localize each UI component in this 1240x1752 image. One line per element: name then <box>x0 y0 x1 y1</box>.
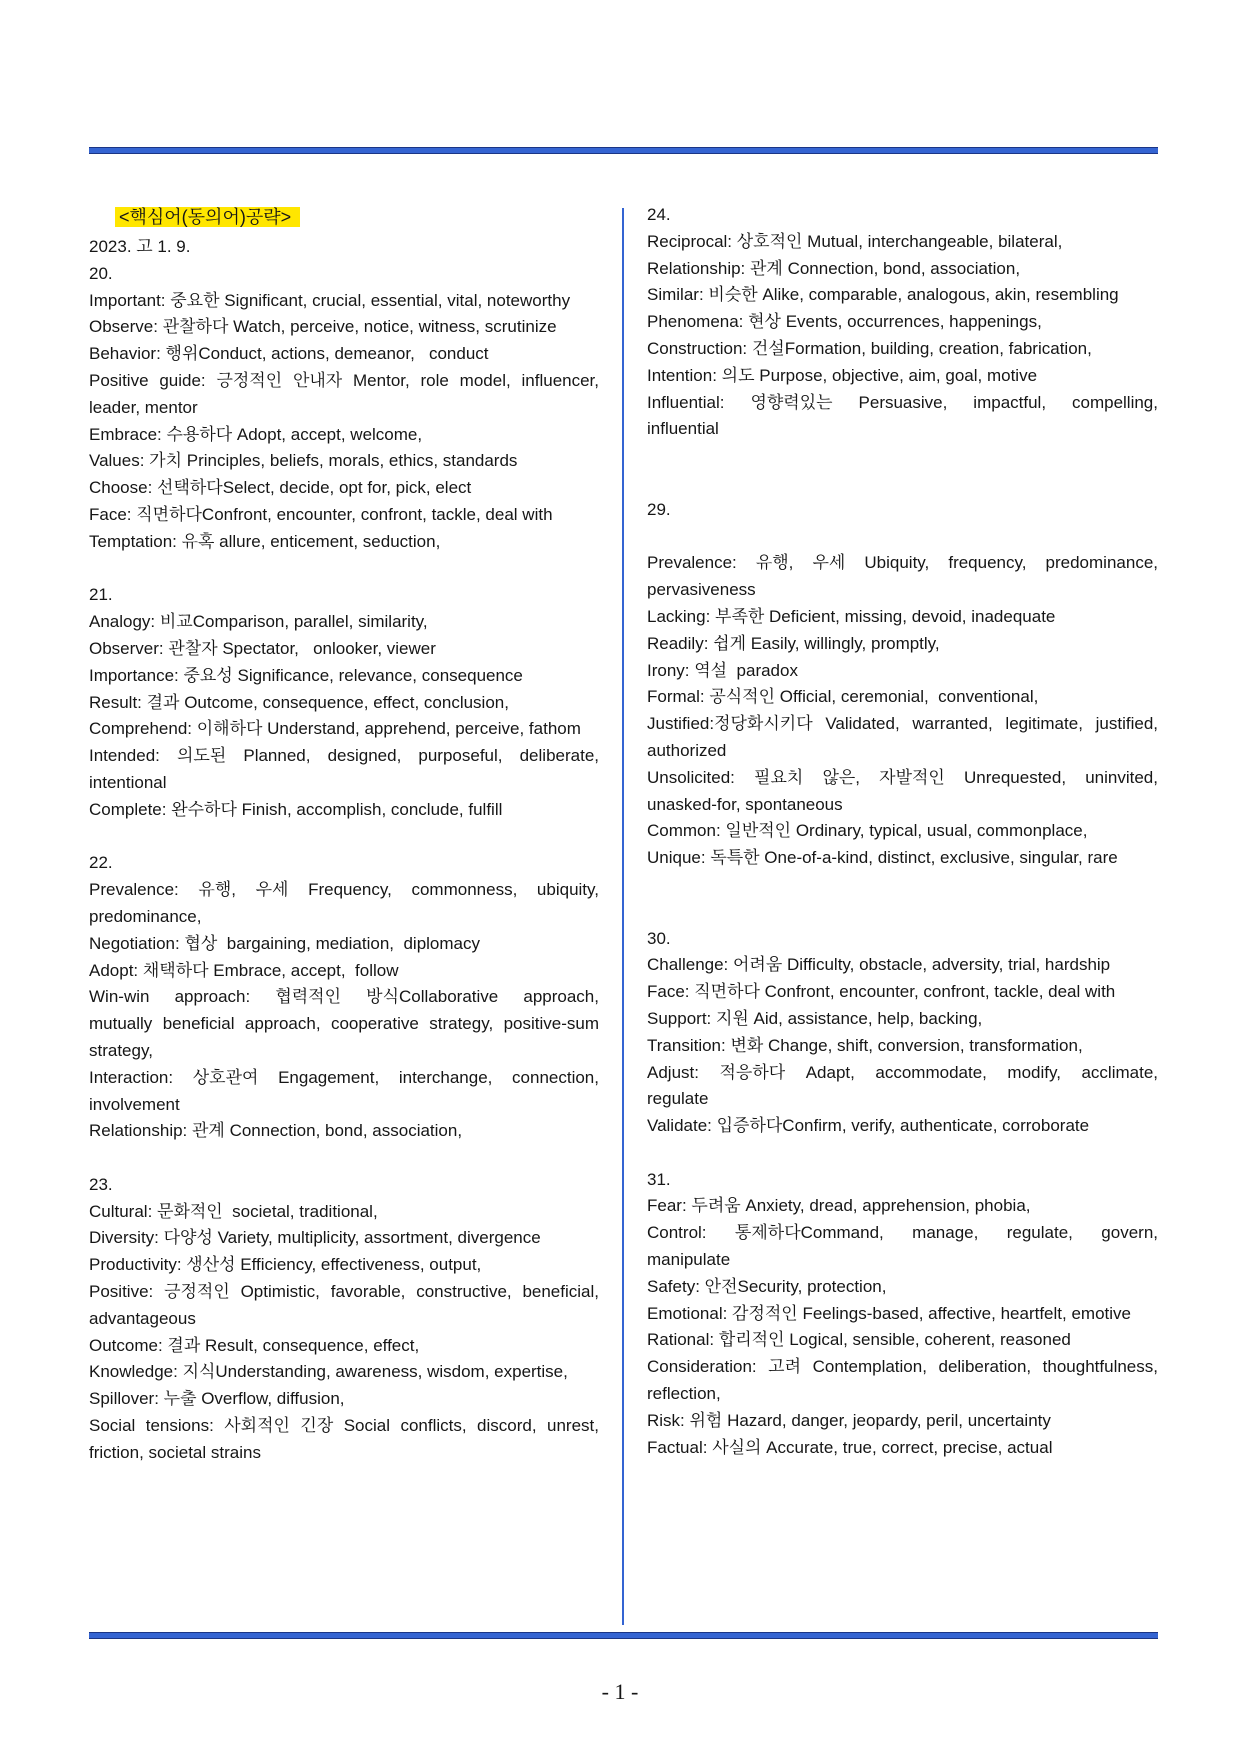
entry-line: Importance: 중요성 Significance, relevance, consequence <box>89 665 523 685</box>
vocab-entry <box>89 1279 599 1333</box>
vocab-entry <box>647 1327 1158 1354</box>
vocab-entry <box>647 309 1158 336</box>
entry-line: Relationship: 관계 Connection, bond, association, <box>647 258 1021 278</box>
entry-line: Justified:정당화시키다 Validated, warranted, legitimate, justified, <box>647 714 1158 734</box>
section-number: 20. <box>89 263 113 283</box>
vocab-entry <box>89 1199 599 1226</box>
entry-line: Interaction: 상호관여 Engagement, interchange, connection, <box>89 1067 599 1087</box>
vocab-entry <box>89 716 599 743</box>
vocab-entry <box>647 979 1158 1006</box>
entry-line: Win-win approach: 협력적인 방식Collaborative approach, <box>89 987 599 1007</box>
vocab-entry <box>647 1301 1158 1328</box>
vocab-entry <box>647 1033 1158 1060</box>
vocab-entry <box>647 229 1158 256</box>
vocab-list <box>89 877 599 1145</box>
vocab-entry <box>647 550 1158 604</box>
entry-line: Unsolicited: 필요치 않은, 자발적인 Unrequested, uninvited, <box>647 767 1158 787</box>
entry-line: Spillover: 누출 Overflow, diffusion, <box>89 1389 345 1409</box>
vocab-entry <box>89 743 599 797</box>
entry-line: Positive: 긍정적인 Optimistic, favorable, constructive, beneficial, <box>89 1282 599 1302</box>
entry-continuation-line: intentional <box>89 772 167 792</box>
vocab-entry <box>89 288 599 315</box>
section-number: 21. <box>89 585 113 605</box>
section-23 <box>89 1172 599 1467</box>
entry-continuation-line: unasked-for, spontaneous <box>647 794 843 814</box>
section-29 <box>647 497 1158 872</box>
entry-line: Adopt: 채택하다 Embrace, accept, follow <box>89 960 399 980</box>
vocab-entry <box>647 1006 1158 1033</box>
vocab-entry <box>89 663 599 690</box>
entry-line: Outcome: 결과 Result, consequence, effect, <box>89 1335 420 1355</box>
title-row <box>89 200 599 234</box>
document-title: <핵심어(동의어)공략> <box>115 207 300 227</box>
vocab-entry <box>89 690 599 717</box>
entry-line: Intention: 의도 Purpose, objective, aim, goal, motive <box>647 365 1038 385</box>
entry-line: Readily: 쉽게 Easily, willingly, promptly, <box>647 633 940 653</box>
vocab-list <box>89 288 599 556</box>
entry-line: Choose: 선택하다Select, decide, opt for, pick, elect <box>89 478 472 498</box>
entry-line: Emotional: 감정적인 Feelings-based, affective, heartfelt, emotive <box>647 1303 1131 1323</box>
vocab-entry <box>89 636 599 663</box>
vocab-entry <box>647 1060 1158 1114</box>
vocab-entry <box>89 1386 599 1413</box>
entry-line: Prevalence: 유행, 우세 Ubiquity, frequency, predominance, <box>647 553 1158 573</box>
vocab-entry <box>89 958 599 985</box>
section-number: 22. <box>89 853 113 873</box>
entry-continuation-line: pervasiveness <box>647 580 756 600</box>
vocab-entry <box>89 1065 599 1119</box>
vocab-entry <box>647 256 1158 283</box>
entry-line: Cultural: 문화적인 societal, traditional, <box>89 1201 378 1221</box>
vocab-entry <box>89 984 599 1064</box>
entry-line: Rational: 합리적인 Logical, sensible, coherent, reasoned <box>647 1330 1071 1350</box>
vocab-entry <box>647 711 1158 765</box>
entry-continuation-line: mutually beneficial approach, cooperative strategy, positive-sum <box>89 1014 599 1034</box>
vocab-entry <box>647 390 1158 444</box>
entry-line: Result: 결과 Outcome, consequence, effect, conclusion, <box>89 692 509 712</box>
entry-line: Reciprocal: 상호적인 Mutual, interchangeable, bilateral, <box>647 231 1063 251</box>
entry-continuation-line: advantageous <box>89 1308 196 1328</box>
vocab-entry <box>647 684 1158 711</box>
entry-line: Relationship: 관계 Connection, bond, association, <box>89 1121 463 1141</box>
vocab-entry <box>89 502 599 529</box>
entry-line: Temptation: 유혹 allure, enticement, seduction, <box>89 531 441 551</box>
vocab-entry <box>89 797 599 824</box>
entry-line: Behavior: 행위Conduct, actions, demeanor, conduct <box>89 344 489 364</box>
entry-continuation-line: influential <box>647 419 719 439</box>
entry-continuation-line: reflection, <box>647 1384 721 1404</box>
vocab-entry <box>647 1274 1158 1301</box>
vocab-entry <box>647 282 1158 309</box>
vocab-entry <box>647 1220 1158 1274</box>
entry-line: Risk: 위험 Hazard, danger, jeopardy, peril, uncertainty <box>647 1410 1051 1430</box>
vocab-list <box>647 952 1158 1140</box>
entry-line: Safety: 안전Security, protection, <box>647 1276 887 1296</box>
entry-line: Adjust: 적응하다 Adapt, accommodate, modify, acclimate, <box>647 1062 1158 1082</box>
section-number: 29. <box>647 499 671 519</box>
entry-line: Knowledge: 지식Understanding, awareness, wisdom, expertise, <box>89 1362 568 1382</box>
entry-line: Transition: 변화 Change, shift, conversion, transformation, <box>647 1035 1083 1055</box>
vocab-entry <box>647 631 1158 658</box>
vocab-entry <box>647 604 1158 631</box>
entry-line: Fear: 두려움 Anxiety, dread, apprehension, phobia, <box>647 1196 1031 1216</box>
section-22 <box>89 850 599 1145</box>
left-column <box>89 200 599 1467</box>
entry-line: Validate: 입증하다Confirm, verify, authenticate, corroborate <box>647 1116 1090 1136</box>
column-divider <box>622 208 624 1625</box>
entry-line: Comprehend: 이해하다 Understand, apprehend, perceive, fathom <box>89 719 581 739</box>
entry-line: Lacking: 부족한 Deficient, missing, devoid, inadequate <box>647 606 1056 626</box>
entry-line: Important: 중요한 Significant, crucial, essential, vital, noteworthy <box>89 290 571 310</box>
vocab-entry <box>89 341 599 368</box>
entry-line: Formal: 공식적인 Official, ceremonial, conventional, <box>647 687 1039 707</box>
entry-line: Factual: 사실의 Accurate, true, correct, precise, actual <box>647 1437 1053 1457</box>
vocab-entry <box>89 368 599 422</box>
vocab-entry <box>89 529 599 556</box>
vocab-list <box>89 1199 599 1467</box>
entry-continuation-line: friction, societal strains <box>89 1442 261 1462</box>
entry-line: Phenomena: 현상 Events, occurrences, happenings, <box>647 312 1042 332</box>
vocab-entry <box>647 1435 1158 1462</box>
top-rule <box>89 147 1158 154</box>
vocab-entry <box>89 448 599 475</box>
vocab-entry <box>647 1408 1158 1435</box>
section-24 <box>647 202 1158 443</box>
vocab-entry <box>89 1333 599 1360</box>
entry-line: Values: 가치 Principles, beliefs, morals, ethics, standards <box>89 451 518 471</box>
entry-line: Productivity: 생산성 Efficiency, effectiveness, output, <box>89 1255 482 1275</box>
entry-line: Intended: 의도된 Planned, designed, purposeful, deliberate, <box>89 746 599 766</box>
vocab-entry <box>89 1118 599 1145</box>
entry-continuation-line: strategy, <box>89 1040 153 1060</box>
date-line: 2023. 고 1. 9. <box>89 237 191 256</box>
entry-line: Analogy: 비교Comparison, parallel, similarity, <box>89 612 428 632</box>
section-20 <box>89 261 599 556</box>
entry-line: Observe: 관찰하다 Watch, perceive, notice, witness, scrutinize <box>89 317 557 337</box>
entry-line: Support: 지원 Aid, assistance, help, backing, <box>647 1008 983 1028</box>
entry-line: Unique: 독특한 One-of-a-kind, distinct, exclusive, singular, rare <box>647 848 1118 868</box>
entry-continuation-line: authorized <box>647 740 727 760</box>
vocab-entry <box>647 952 1158 979</box>
entry-line: Prevalence: 유행, 우세 Frequency, commonness, ubiquity, <box>89 880 599 900</box>
entry-line: Observer: 관찰자 Spectator, onlooker, viewer <box>89 638 436 658</box>
section-21 <box>89 582 599 823</box>
entry-line: Face: 직면하다 Confront, encounter, confront, tackle, deal with <box>647 982 1116 1002</box>
vocab-list <box>647 550 1158 872</box>
entry-line: Positive guide: 긍정적인 안내자 Mentor, role model, influencer, <box>89 370 599 390</box>
vocab-entry <box>89 1359 599 1386</box>
entry-continuation-line: leader, mentor <box>89 397 198 417</box>
vocab-entry <box>647 765 1158 819</box>
page-number: - 1 - <box>601 1679 639 1704</box>
entry-line: Embrace: 수용하다 Adopt, accept, welcome, <box>89 424 423 444</box>
vocab-entry <box>647 845 1158 872</box>
entry-continuation-line: involvement <box>89 1094 180 1114</box>
right-column <box>647 202 1158 1461</box>
entry-line: Influential: 영향력있는 Persuasive, impactful, compelling, <box>647 392 1158 412</box>
vocab-entry <box>647 1113 1158 1140</box>
vocab-entry <box>89 1225 599 1252</box>
vocab-entry <box>647 1354 1158 1408</box>
vocab-entry <box>89 422 599 449</box>
entry-line: Consideration: 고려 Contemplation, deliberation, thoughtfulness, <box>647 1357 1158 1377</box>
vocab-entry <box>647 336 1158 363</box>
vocab-entry <box>89 475 599 502</box>
vocab-list <box>647 1193 1158 1461</box>
section-number: 24. <box>647 205 671 224</box>
entry-continuation-line: predominance, <box>89 906 202 926</box>
vocab-list <box>647 229 1158 443</box>
vocab-entry <box>89 609 599 636</box>
entry-line: Irony: 역설 paradox <box>647 660 798 680</box>
vocab-entry <box>89 1413 599 1467</box>
vocab-entry <box>89 931 599 958</box>
section-number: 30. <box>647 928 671 948</box>
entry-line: Common: 일반적인 Ordinary, typical, usual, commonplace, <box>647 821 1088 841</box>
section-number: 31. <box>647 1169 671 1189</box>
section-30 <box>647 926 1158 1140</box>
vocab-entry <box>647 658 1158 685</box>
entry-line: Construction: 건설Formation, building, creation, fabrication, <box>647 338 1092 358</box>
entry-line: Social tensions: 사회적인 긴장 Social conflicts, discord, unrest, <box>89 1416 599 1436</box>
entry-continuation-line: manipulate <box>647 1250 731 1270</box>
bottom-rule <box>89 1632 1158 1639</box>
entry-line: Negotiation: 협상 bargaining, mediation, diplomacy <box>89 933 480 953</box>
section-number: 23. <box>89 1174 113 1194</box>
entry-line: Control: 통제하다Command, manage, regulate, govern, <box>647 1223 1158 1243</box>
vocab-entry <box>89 1252 599 1279</box>
entry-line: Diversity: 다양성 Variety, multiplicity, assortment, divergence <box>89 1228 541 1248</box>
vocab-entry <box>647 1193 1158 1220</box>
entry-line: Similar: 비슷한 Alike, comparable, analogous, akin, resembling <box>647 285 1119 305</box>
section-31 <box>647 1167 1158 1462</box>
vocab-list <box>89 609 599 823</box>
entry-line: Complete: 완수하다 Finish, accomplish, conclude, fulfill <box>89 799 503 819</box>
vocab-entry <box>647 363 1158 390</box>
entry-line: Face: 직면하다Confront, encounter, confront, tackle, deal with <box>89 504 553 524</box>
vocab-entry <box>89 314 599 341</box>
vocab-entry <box>647 818 1158 845</box>
entry-continuation-line: regulate <box>647 1089 709 1109</box>
vocab-entry <box>89 877 599 931</box>
entry-line: Challenge: 어려움 Difficulty, obstacle, adversity, trial, hardship <box>647 955 1111 975</box>
